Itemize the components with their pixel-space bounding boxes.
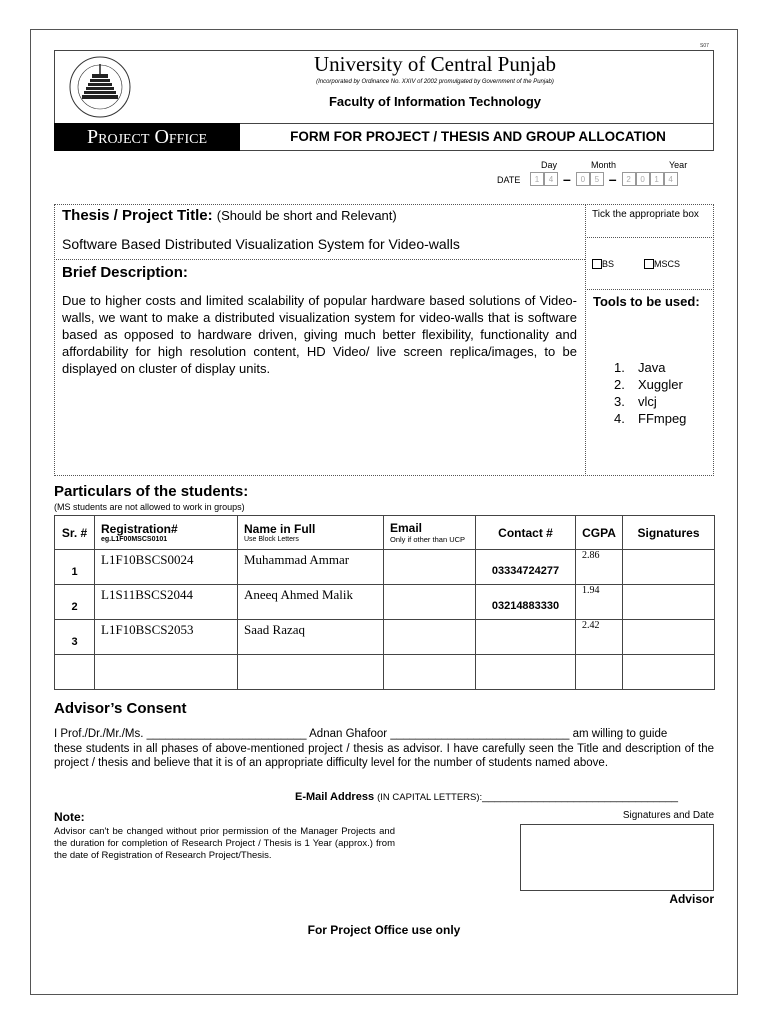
advisor-name[interactable]: Adnan Ghafoor — [309, 728, 388, 740]
cell-sr: 1 — [55, 550, 95, 585]
cell-name[interactable]: Saad Razaq — [238, 620, 384, 655]
faculty-name: Faculty of Information Technology — [328, 94, 542, 109]
thesis-title-label: Thesis / Project Title: — [62, 207, 213, 224]
thesis-title-hint: (Should be short and Relevant) — [216, 208, 397, 223]
cell-signature[interactable] — [623, 550, 715, 585]
tools-label: Tools to be used: — [593, 294, 700, 309]
students-title: Particulars of the students: — [54, 483, 249, 500]
advisor-email-input[interactable]: ________________________________ — [482, 791, 678, 803]
table-row — [55, 620, 715, 655]
date-separator: – — [563, 171, 571, 187]
mscs-checkbox[interactable] — [644, 259, 654, 269]
date-year-digit[interactable]: 0 — [636, 172, 650, 186]
date-year-digit[interactable]: 4 — [664, 172, 678, 186]
header-registration: Registration# eg.L1F00MSCS0101 — [95, 516, 238, 550]
cell-contact[interactable]: 03214883330 — [476, 585, 576, 620]
cell-contact[interactable] — [476, 655, 576, 690]
cell-cgpa[interactable]: 1.94 — [576, 585, 623, 620]
program-options — [592, 259, 680, 269]
logo-emblem-icon — [60, 54, 140, 120]
project-office-label: Project Office — [54, 123, 240, 151]
date-month-digit[interactable]: 0 — [576, 172, 590, 186]
cell-email[interactable] — [384, 585, 476, 620]
tool-item: 4. FFmpeg — [614, 411, 687, 426]
table-row-empty — [55, 655, 715, 690]
header-email: Email Only if other than UCP — [384, 516, 476, 550]
cell-email[interactable] — [384, 655, 476, 690]
date-year-digit[interactable]: 1 — [650, 172, 664, 186]
university-name: University of Central Punjab — [313, 52, 557, 76]
brief-description-label: Brief Description: — [62, 264, 188, 281]
cell-registration[interactable]: L1S11BSCS2044 — [95, 585, 238, 620]
date-year-digit[interactable]: 2 — [622, 172, 636, 186]
advisor-consent-text: these students in all phases of above-mentioned project / thesis as advisor. I have carefully seen the Title and description of the project / thesis and believe that it is of an appropriate difficulty level for the number of students named above. — [54, 743, 714, 769]
date-day-label: Day — [541, 160, 558, 170]
office-use-label: For Project Office use only — [307, 923, 461, 937]
students-table — [54, 515, 715, 690]
date-label: DATE — [497, 175, 521, 185]
cell-registration[interactable]: L1F10BSCS0024 — [95, 550, 238, 585]
date-month-digit[interactable]: 5 — [590, 172, 604, 186]
cell-email[interactable] — [384, 550, 476, 585]
advisor-name-line — [54, 728, 714, 740]
cell-signature[interactable] — [623, 585, 715, 620]
note-text: Advisor can't be changed without prior permission of the Manager Projects and the duration for completion of Research Project / Thesis is 1 Year (approx.) from the date of Registration of Research Project/Thesis. — [54, 826, 395, 861]
header-contact: Contact # — [476, 516, 576, 550]
table-row — [55, 550, 715, 585]
form-number: S07 — [700, 43, 709, 49]
date-separator: – — [608, 171, 617, 187]
advisor-title: Advisor’s Consent — [54, 700, 187, 717]
note-label: Note: — [54, 810, 85, 824]
cell-registration[interactable]: L1F10BSCS2053 — [95, 620, 238, 655]
advisor-email-label: E-Mail Address — [295, 791, 375, 803]
thesis-divider — [585, 204, 586, 476]
cell-sr — [55, 655, 95, 690]
cell-email[interactable] — [384, 620, 476, 655]
table-header-row — [55, 516, 715, 550]
cell-contact[interactable] — [476, 620, 576, 655]
cell-cgpa[interactable] — [576, 655, 623, 690]
cell-signature[interactable] — [623, 655, 715, 690]
advisor-label: Advisor — [669, 892, 714, 906]
tool-item: 2. Xuggler — [614, 377, 683, 392]
cell-signature[interactable] — [623, 620, 715, 655]
form-title: FORM FOR PROJECT / THESIS AND GROUP ALLOCATION — [290, 129, 666, 144]
tick-label: Tick the appropriate box — [592, 209, 699, 220]
advisor-suffix: am willing to guide — [572, 728, 668, 740]
date-field[interactable] — [530, 172, 678, 186]
cell-registration[interactable] — [95, 655, 238, 690]
header-name: Name in Full Use Block Letters — [238, 516, 384, 550]
cell-cgpa[interactable]: 2.86 — [576, 550, 623, 585]
bs-label: BS — [602, 259, 615, 269]
date-day-digit[interactable]: 4 — [544, 172, 558, 186]
cell-name[interactable]: Aneeq Ahmed Malik — [238, 585, 384, 620]
bs-checkbox[interactable] — [592, 259, 602, 269]
cell-sr: 2 — [55, 585, 95, 620]
date-year-label: Year — [669, 160, 688, 170]
thesis-title-row — [62, 207, 397, 224]
cell-cgpa[interactable]: 2.42 — [576, 620, 623, 655]
header-cgpa: CGPA — [576, 516, 623, 550]
advisor-blank-left: _________________________ — [146, 728, 307, 740]
advisor-email-line — [295, 791, 678, 803]
title-divider — [54, 259, 585, 260]
incorporation-note: (Incorporated by Ordinance No. XXIV of 2002 promulgated by Government of the Punjab) — [316, 79, 554, 85]
cell-name[interactable]: Muhammad Ammar — [238, 550, 384, 585]
tool-item: 1. Java — [614, 360, 666, 375]
mscs-label: MSCS — [654, 259, 681, 269]
header-sr: Sr. # — [55, 516, 95, 550]
cell-name[interactable] — [238, 655, 384, 690]
cell-contact[interactable]: 03334724277 — [476, 550, 576, 585]
advisor-blank-right: ____________________________ — [390, 728, 570, 740]
advisor-email-hint: (IN CAPITAL LETTERS): — [377, 792, 483, 803]
university-logo — [60, 54, 140, 120]
students-note: (MS students are not allowed to work in groups) — [54, 502, 245, 512]
date-day-digit[interactable]: 1 — [530, 172, 544, 186]
brief-description-text[interactable]: Due to higher costs and limited scalability of popular hardware based solutions of Video-walls, we want to make a distributed visualization system for video-walls that is software based as opposed to hardware driven, giving much better flexibility, functionality and affordability for high resolution content, HD Video/ live screen replica/images, to be displayed on cluster of display units. — [62, 293, 577, 376]
header-signatures: Signatures — [623, 516, 715, 550]
tools-list — [614, 359, 686, 427]
table-row — [55, 585, 715, 620]
tick-divider — [585, 237, 714, 238]
advisor-prefix: I Prof./Dr./Mr./Ms. — [54, 728, 144, 740]
cell-sr: 3 — [55, 620, 95, 655]
tool-item: 3. vlcj — [614, 394, 657, 409]
advisor-signature-box[interactable] — [520, 824, 714, 891]
signature-date-label: Signatures and Date — [622, 810, 714, 821]
thesis-title-value[interactable]: Software Based Distributed Visualization System for Video-walls — [62, 236, 460, 252]
date-month-label: Month — [591, 160, 617, 170]
